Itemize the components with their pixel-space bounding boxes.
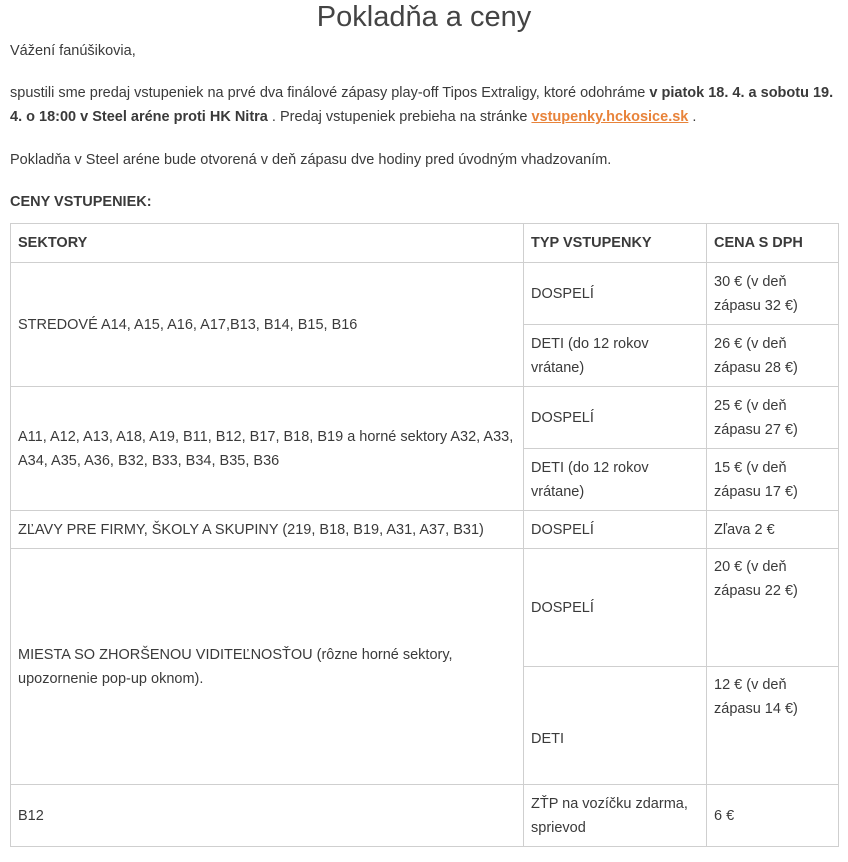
table-row [11, 263, 839, 325]
sector-cell: A11, A12, A13, A18, A19, B11, B12, B17, B18, B19 a horné sektory A32, A33, A34, A35, A36, B32, B33, B34, B35, B36 [11, 387, 524, 511]
price-cell: 12 € (v deň zápasu 14 €) [707, 667, 839, 785]
price-cell: 15 € (v deň zápasu 17 €) [707, 449, 839, 511]
table-row [11, 511, 839, 549]
intro-text-end: . [688, 109, 697, 125]
price-cell: Zľava 2 € [707, 511, 839, 549]
intro-text: spustili sme predaj vstupeniek na prvé dva finálové zápasy play-off Tipos Extraligy, ktoré odohráme [10, 84, 650, 101]
ticket-type-cell: DETI (do 12 rokov vrátane) [524, 325, 707, 387]
ticket-type-cell: DOSPELÍ [524, 549, 707, 667]
intro-bold-date: v piatok 18. 4. a sobotu 19. 4. o 18:00 v Steel aréne proti HK Nitra [10, 84, 834, 125]
header-price: CENA S DPH [707, 224, 839, 263]
header-sectors: SEKTORY [11, 224, 524, 263]
table-row [11, 785, 839, 847]
greeting-text: Vážení fanúšikovia, [10, 43, 136, 59]
page-title: Pokladňa a ceny [316, 1, 532, 33]
sector-cell: B12 [11, 785, 524, 847]
box-office-paragraph: Pokladňa v Steel aréne bude otvorená v deň zápasu dve hodiny pred úvodným vhadzovaním. [10, 151, 612, 168]
ticket-type-cell: DOSPELÍ [524, 263, 707, 325]
sector-cell: ZĽAVY PRE FIRMY, ŠKOLY A SKUPINY (219, B18, B19, A31, A37, B31) [11, 511, 524, 549]
price-cell: 26 € (v deň zápasu 28 €) [707, 325, 839, 387]
table-row [11, 549, 839, 667]
ticket-type-cell: DOSPELÍ [524, 387, 707, 449]
price-cell: 20 € (v deň zápasu 22 €) [707, 549, 839, 667]
intro-text-middle: . Predaj vstupeniek prebieha na stránke [267, 109, 532, 125]
sector-cell: MIESTA SO ZHORŠENOU VIDITEĽNOSŤOU (rôzne horné sektory, upozornenie pop-up oknom). [11, 549, 524, 785]
table-row [11, 387, 839, 449]
sector-cell: STREDOVÉ A14, A15, A16, A17,B13, B14, B15, B16 [11, 263, 524, 387]
price-table [10, 223, 839, 847]
ticket-type-cell: ZŤP na vozíčku zdarma, sprievod [524, 785, 707, 847]
price-cell: 6 € [707, 785, 839, 847]
intro-paragraph [10, 81, 838, 130]
article [10, 0, 838, 836]
price-cell: 30 € (v deň zápasu 32 €) [707, 263, 839, 325]
ticket-type-cell: DETI (do 12 rokov vrátane) [524, 449, 707, 511]
table-header-row [11, 224, 839, 263]
header-ticket-type: TYP VSTUPENKY [524, 224, 707, 263]
ticket-type-cell: DETI [524, 667, 707, 785]
prices-heading: CENY VSTUPENIEK: [10, 194, 152, 210]
price-cell: 25 € (v deň zápasu 27 €) [707, 387, 839, 449]
ticket-type-cell: DOSPELÍ [524, 511, 707, 549]
tickets-link[interactable]: vstupenky.hckosice.sk [531, 109, 689, 125]
